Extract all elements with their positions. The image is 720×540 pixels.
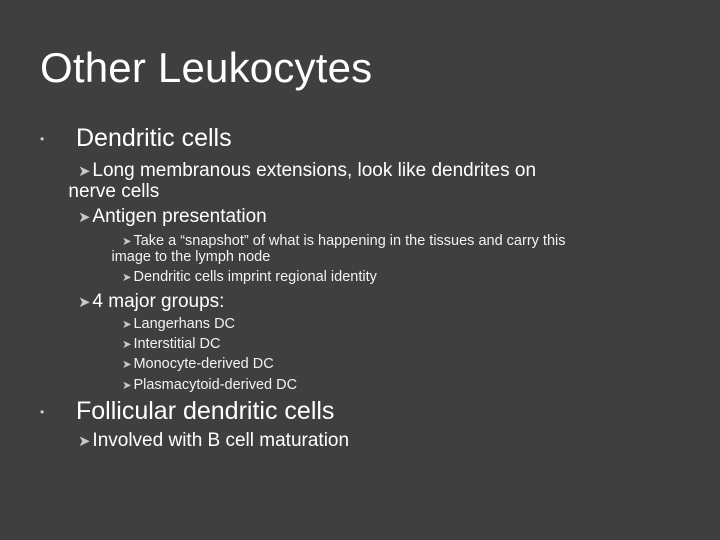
point-label: 4 major groups: xyxy=(92,291,225,312)
bullet-dot-icon: • xyxy=(40,132,45,147)
section-heading-label: Dendritic cells xyxy=(76,124,232,152)
arrow-bullet-icon: ➤ xyxy=(122,380,132,392)
arrow-bullet-icon: ➤ xyxy=(122,359,132,371)
arrow-bullet-icon: ➤ xyxy=(78,164,91,180)
subpoint-plasmacytoid-derived xyxy=(122,377,297,394)
point-label-line-1: Long membranous extensions, look like dendrites on xyxy=(92,160,537,181)
subpoint-label: Monocyte-derived DC xyxy=(133,356,274,372)
arrow-bullet-icon: ➤ xyxy=(122,339,132,351)
section-heading-label: Follicular dendritic cells xyxy=(76,397,335,425)
point-major-groups xyxy=(78,291,224,314)
subpoint-label: Interstitial DC xyxy=(133,336,221,352)
section-heading-follicular-dendritic-cells xyxy=(40,397,334,426)
subpoint-monocyte-derived xyxy=(122,356,274,373)
subpoint-label: Dendritic cells imprint regional identity xyxy=(133,269,377,285)
section-heading-dendritic-cells xyxy=(40,124,232,153)
arrow-bullet-icon: ➤ xyxy=(122,272,132,284)
subpoint-label-line-1: Take a “snapshot” of what is happening in the tissues and carry this xyxy=(133,233,566,249)
point-long-membranous-extensions xyxy=(68,160,537,202)
subpoint-snapshot xyxy=(111,233,566,265)
subpoint-label: Plasmacytoid-derived DC xyxy=(133,377,298,393)
subpoint-regional-identity xyxy=(122,269,377,286)
point-label: Involved with B cell maturation xyxy=(92,430,350,451)
point-antigen-presentation xyxy=(78,206,267,229)
subpoint-interstitial xyxy=(122,336,221,353)
subpoint-langerhans xyxy=(122,316,235,333)
arrow-bullet-icon: ➤ xyxy=(78,210,91,226)
arrow-bullet-icon: ➤ xyxy=(122,319,132,331)
arrow-bullet-icon: ➤ xyxy=(122,236,132,248)
subpoint-label-line-2: image to the lymph node xyxy=(111,249,271,265)
point-b-cell-maturation xyxy=(78,430,349,453)
subpoint-label: Langerhans DC xyxy=(133,316,236,332)
point-label-line-2: nerve cells xyxy=(68,181,160,202)
arrow-bullet-icon: ➤ xyxy=(78,434,91,450)
slide-title: Other Leukocytes xyxy=(40,44,373,91)
arrow-bullet-icon: ➤ xyxy=(78,295,91,311)
point-label: Antigen presentation xyxy=(92,206,267,227)
bullet-dot-icon: • xyxy=(40,405,45,420)
